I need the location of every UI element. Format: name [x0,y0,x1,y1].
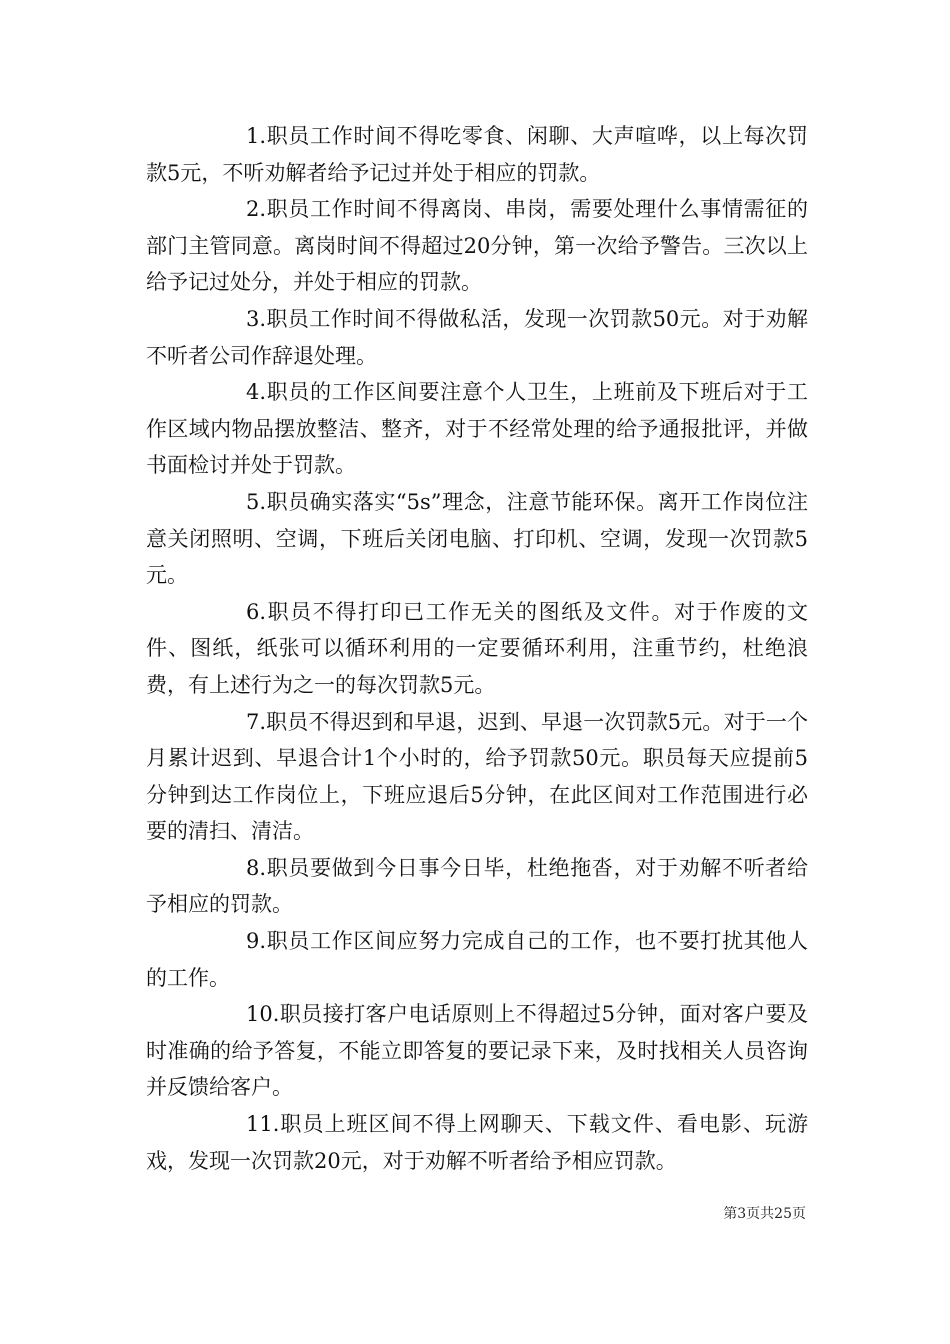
document-body [146,118,808,1179]
rule-paragraph-9: 9.职员工作区间应努力完成自己的工作，也不要打扰其他人的工作。 [146,929,808,990]
page-number-footer: 第3页共25页 [723,1206,806,1222]
rule-paragraph-8: 8.职员要做到今日事今日毕，杜绝拖沓，对于劝解不听者给予相应的罚款。 [146,855,808,917]
rule-paragraph-1: 1.职员工作时间不得吃零食、闲聊、大声喧哗，以上每次罚款5元，不听劝解者给予记过并处于相应的罚款。 [146,124,808,185]
rule-paragraph-5: 5.职员确实落实“5s”理念，注意节能环保。离开工作岗位注意关闭照明、空调，下班后关闭电脑、打印机、空调，发现一次罚款5元。 [146,489,808,588]
rule-paragraph-6: 6.职员不得打印已工作无关的图纸及文件。对于作废的文件、图纸，纸张可以循环利用的一定要循环利用，注重节约，杜绝浪费，有上述行为之一的每次罚款5元。 [146,599,808,697]
rule-paragraph-7: 7.职员不得迟到和早退，迟到、早退一次罚款5元。对于一个月累计迟到、早退合计1个小时的，给予罚款50元。职员每天应提前5分钟到达工作岗位上，下班应退后5分钟，在此区间对工作范围进行必要的清扫、清洁。 [146,709,808,844]
rule-paragraph-10: 10.职员接打客户电话原则上不得超过5分钟，面对客户要及时准确的给予答复，不能立即答复的要记录下来，及时找相关人员咨询并反馈给客户。 [146,1002,808,1100]
rule-paragraph-11: 11.职员上班区间不得上网聊天、下载文件、看电影、玩游戏，发现一次罚款20元，对于劝解不听者给予相应罚款。 [146,1112,808,1173]
rule-paragraph-2: 2.职员工作时间不得离岗、串岗，需要处理什么事情需征的部门主管同意。离岗时间不得超过20分钟，第一次给予警告。三次以上给予记过处分，并处于相应的罚款。 [146,197,808,295]
rule-paragraph-3: 3.职员工作时间不得做私活，发现一次罚款50元。对于劝解不听者公司作辞退处理。 [146,306,808,368]
rule-paragraph-4: 4.职员的工作区间要注意个人卫生，上班前及下班后对于工作区域内物品摆放整洁、整齐，对于不经常处理的给予通报批评，并做书面检讨并处于罚款。 [146,380,808,478]
